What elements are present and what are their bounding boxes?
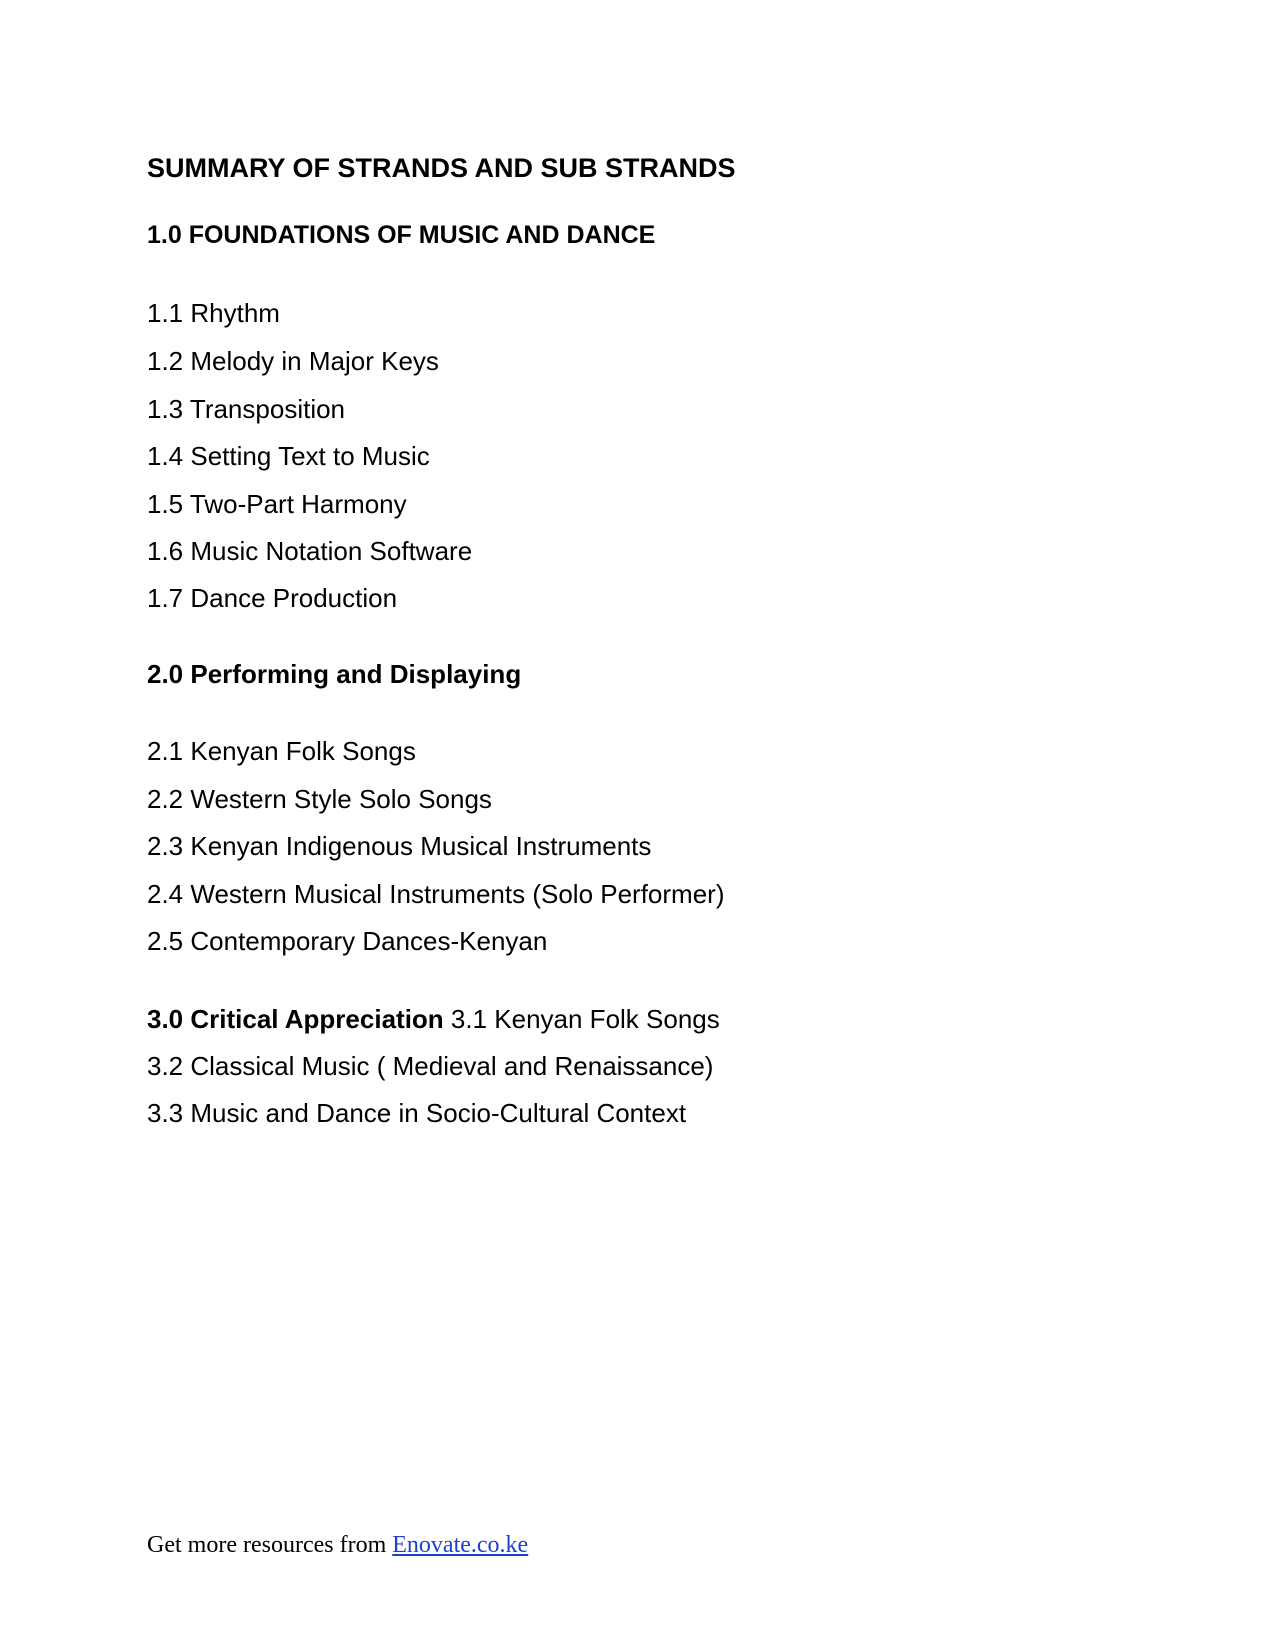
footer [147, 1530, 528, 1560]
sub-strand-item: 3.1 Kenyan Folk Songs [443, 1004, 720, 1034]
strand-2-heading: 2.0 Performing and Displaying [147, 659, 522, 689]
sub-strand-item: 3.2 Classical Music ( Medieval and Renaissance) [147, 1051, 714, 1081]
sub-strand-item: 1.2 Melody in Major Keys [147, 346, 439, 376]
strand-3-line [147, 1003, 720, 1035]
sub-strand-item: 1.3 Transposition [147, 394, 346, 424]
sub-strand-item: 1.4 Setting Text to Music [147, 441, 430, 471]
sub-strand-item: 1.7 Dance Production [147, 583, 398, 613]
sub-strand-item: 2.3 Kenyan Indigenous Musical Instruments [147, 831, 652, 861]
sub-strand-item: 2.2 Western Style Solo Songs [147, 784, 492, 814]
sub-strand-item: 2.5 Contemporary Dances-Kenyan [147, 926, 548, 956]
sub-strand-item: 1.1 Rhythm [147, 298, 280, 328]
page-title: SUMMARY OF STRANDS AND SUB STRANDS [147, 153, 736, 183]
sub-strand-item: 1.6 Music Notation Software [147, 536, 473, 566]
strand-3-heading: 3.0 Critical Appreciation [147, 1004, 444, 1034]
sub-strand-item: 1.5 Two-Part Harmony [147, 489, 407, 519]
sub-strand-item: 3.3 Music and Dance in Socio-Cultural Context [147, 1098, 687, 1128]
footer-link[interactable]: Enovate.co.ke [392, 1532, 529, 1558]
sub-strand-item: 2.1 Kenyan Folk Songs [147, 736, 416, 766]
sub-strand-item: 2.4 Western Musical Instruments (Solo Performer) [147, 879, 725, 909]
strand-1-heading: 1.0 FOUNDATIONS OF MUSIC AND DANCE [147, 221, 656, 249]
footer-text: Get more resources from [147, 1532, 393, 1558]
